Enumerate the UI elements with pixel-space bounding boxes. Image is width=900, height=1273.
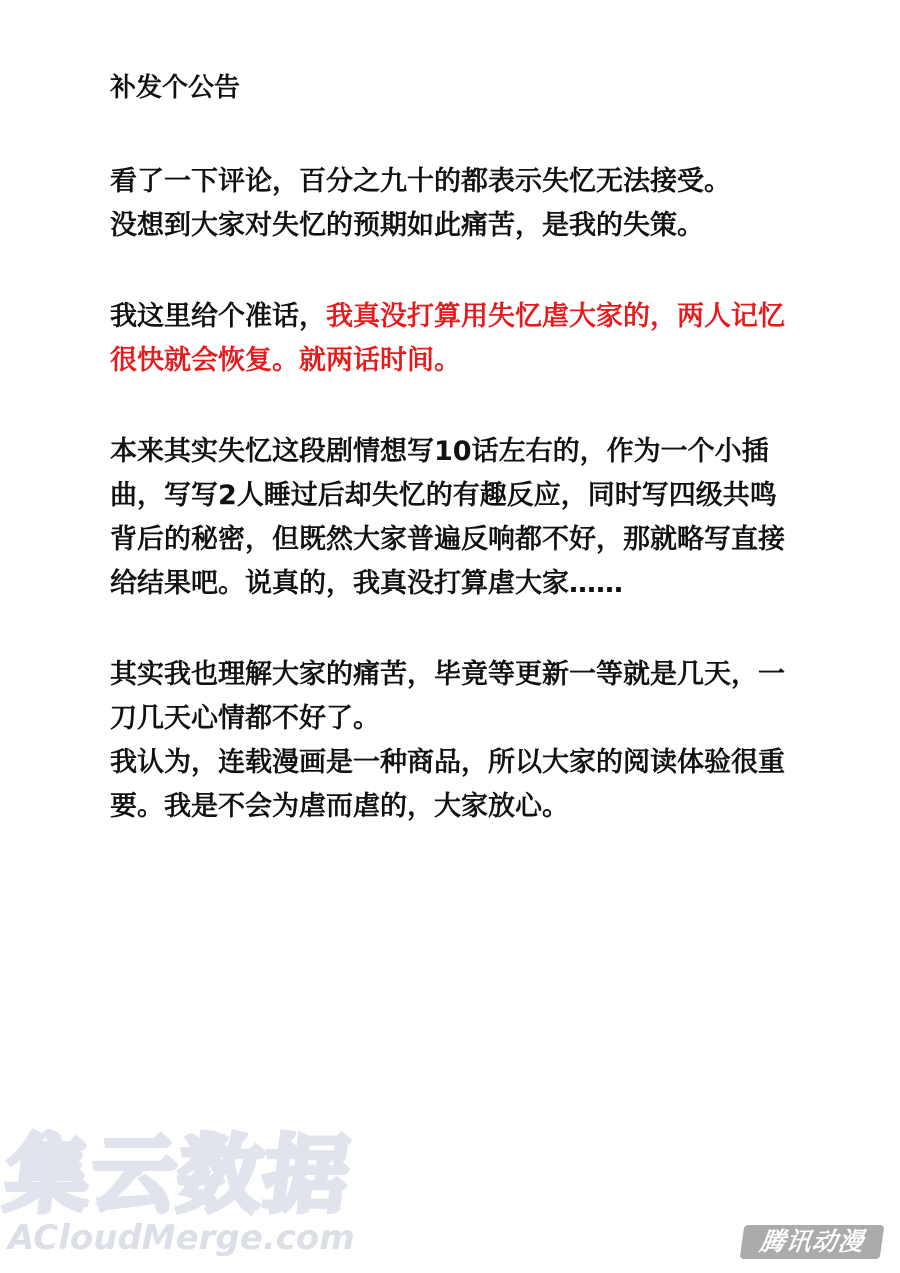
text-run: 看了一下评论，百分之九十的都表示失忆无法接受。: [110, 166, 731, 197]
text-run: 我认为，连载漫画是一种商品，所以大家的阅读体验很重: [110, 747, 785, 778]
text-run: 要。我是不会为虐而虐的，大家放心。: [110, 791, 569, 822]
corner-logo-text: 腾讯动漫: [758, 1227, 867, 1256]
text-run: 本来其实失忆这段剧情想写10话左右的，作为一个小插: [110, 436, 769, 467]
text-run: 给结果吧。说真的，我真没打算虐大家……: [110, 568, 623, 599]
text-run: 曲，写写2人睡过后却失忆的有趣反应，同时写四级共鸣: [110, 480, 777, 511]
text-run: 刀几天心情都不好了。: [110, 703, 380, 734]
text-line: [110, 697, 830, 741]
text-line: [110, 430, 830, 474]
text-line: [110, 295, 830, 339]
text-line: [110, 785, 830, 829]
highlighted-text-run: 我真没打算用失忆虐大家的，两人记忆: [326, 301, 785, 332]
text-run: 我这里给个准话，: [110, 301, 326, 332]
text-line: [110, 741, 830, 785]
text-run: 背后的秘密，但既然大家普遍反响都不好，那就略写直接: [110, 524, 785, 555]
announcement: [110, 66, 830, 876]
watermark-url: ACloudMerge.com: [8, 1218, 355, 1258]
paragraph-1: [110, 160, 830, 248]
text-line: [110, 339, 830, 383]
text-run: 没想到大家对失忆的预期如此痛苦，是我的失策。: [110, 210, 704, 241]
watermark-logo: 集云数据: [0, 1126, 356, 1224]
corner-logo: [740, 1225, 885, 1259]
paragraph-4: [110, 653, 830, 829]
watermark: [0, 1125, 386, 1265]
text-line: [110, 518, 830, 562]
text-run: 其实我也理解大家的痛苦，毕竟等更新一等就是几天，一: [110, 659, 785, 690]
announcement-title: 补发个公告: [110, 73, 241, 103]
text-line: [110, 474, 830, 518]
text-line: [110, 204, 830, 248]
text-line: [110, 160, 830, 204]
text-line: [110, 653, 830, 697]
paragraph-2: [110, 295, 830, 383]
highlighted-text-run: 很快就会恢复。就两话时间。: [110, 345, 461, 376]
text-line: [110, 562, 830, 606]
paragraph-3: [110, 430, 830, 606]
